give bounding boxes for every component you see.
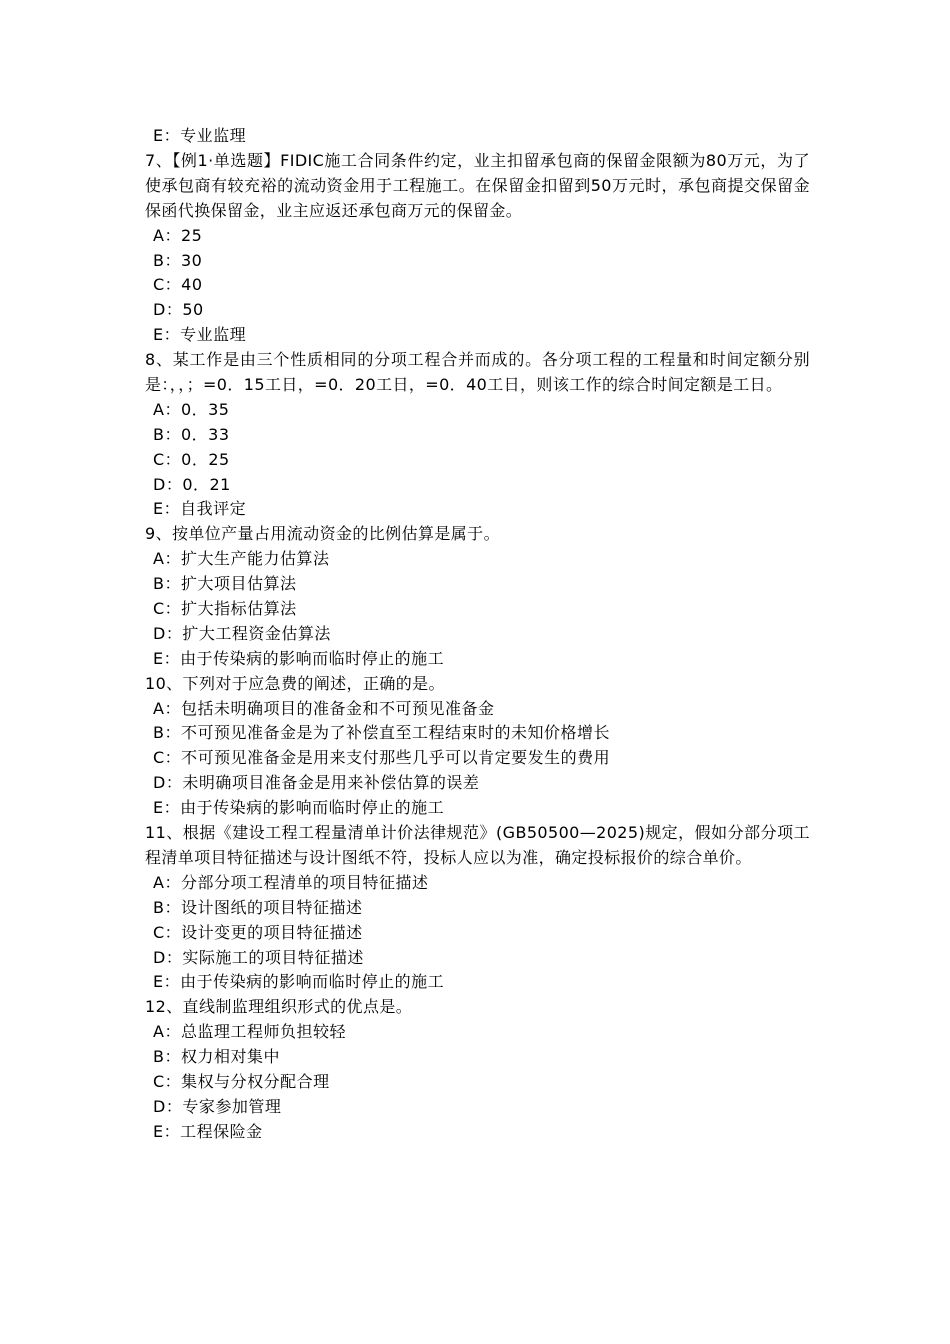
question-text: 10、下列对于应急费的阐述，正确的是。: [145, 673, 445, 693]
option-d: D：50: [153, 300, 204, 320]
document-page: [145, 124, 810, 1145]
option-d: D：专家参加管理: [153, 1096, 282, 1116]
option-d: D：实际施工的项目特征描述: [153, 947, 364, 967]
option-e: E：由于传染病的影响而临时停止的施工: [153, 972, 445, 992]
option-c: C：40: [153, 275, 203, 295]
option-c: C：扩大指标估算法: [153, 599, 297, 619]
option-e-top: E：专业监理: [153, 126, 247, 145]
option-d: D：扩大工程资金估算法: [153, 623, 331, 643]
option-c: C：集权与分权分配合理: [153, 1072, 330, 1091]
option-a: A：0．35: [153, 399, 230, 419]
question-8: [145, 348, 810, 522]
option-a: A：25: [153, 225, 203, 245]
question-text: 12、直线制监理组织形式的优点是。: [145, 997, 413, 1017]
option-e: E：专业监理: [153, 325, 247, 345]
option-a: A：总监理工程师负担较轻: [153, 1022, 346, 1042]
question-text: 7、【例1·单选题】FIDIC施工合同条件约定，业主扣留承包商的保留金限额为80万元，为了使承包商有较充裕的流动资金用于工程施工。在保留金扣留到50万元时，承包商提交保留金保函代换保留金，业主应返还承包商万元的保留金。: [145, 150, 810, 220]
option-a: A：分部分项工程清单的项目特征描述: [153, 872, 429, 892]
option-b: B：扩大项目估算法: [153, 574, 297, 594]
option-e: E：由于传染病的影响而临时停止的施工: [153, 648, 445, 668]
question-text: 9、按单位产量占用流动资金的比例估算是属于。: [145, 524, 500, 544]
option-a: A：包括未明确项目的准备金和不可预见准备金: [153, 698, 495, 718]
option-b: B：0．33: [153, 424, 230, 444]
option-e: E：自我评定: [153, 499, 247, 519]
option-b: B：设计图纸的项目特征描述: [153, 897, 363, 917]
option-b: B：权力相对集中: [153, 1047, 280, 1067]
question-11: [145, 821, 810, 995]
option-b: B：不可预见准备金是为了补偿直至工程结束时的未知价格增长: [153, 723, 610, 743]
question-text: 11、根据《建设工程工程量清单计价法律规范》(GB50500—2025)规定，假如分部分项工程清单项目特征描述与设计图纸不符，投标人应以为准，确定投标报价的综合单价。: [145, 823, 810, 867]
question-10: [145, 672, 810, 821]
option-c: C：设计变更的项目特征描述: [153, 922, 363, 942]
question-9: [145, 522, 810, 671]
question-7: [145, 149, 810, 348]
option-e: E：工程保险金: [153, 1121, 263, 1141]
question-12: [145, 995, 810, 1144]
option-d: D：0．21: [153, 474, 231, 494]
option-a: A：扩大生产能力估算法: [153, 549, 330, 569]
option-c: C：0．25: [153, 449, 230, 469]
option-b: B：30: [153, 250, 203, 270]
option-c: C：不可预见准备金是用来支付那些几乎可以肯定要发生的费用: [153, 748, 611, 768]
option-e: E：由于传染病的影响而临时停止的施工: [153, 798, 445, 818]
option-d: D：未明确项目准备金是用来补偿估算的误差: [153, 773, 480, 793]
question-text: 8、某工作是由三个性质相同的分项工程合并而成的。各分项工程的工程量和时间定额分别是：，，；=0．15工日，=0．20工日，=0．40工日，则该工作的综合时间定额是工日。: [145, 350, 810, 394]
